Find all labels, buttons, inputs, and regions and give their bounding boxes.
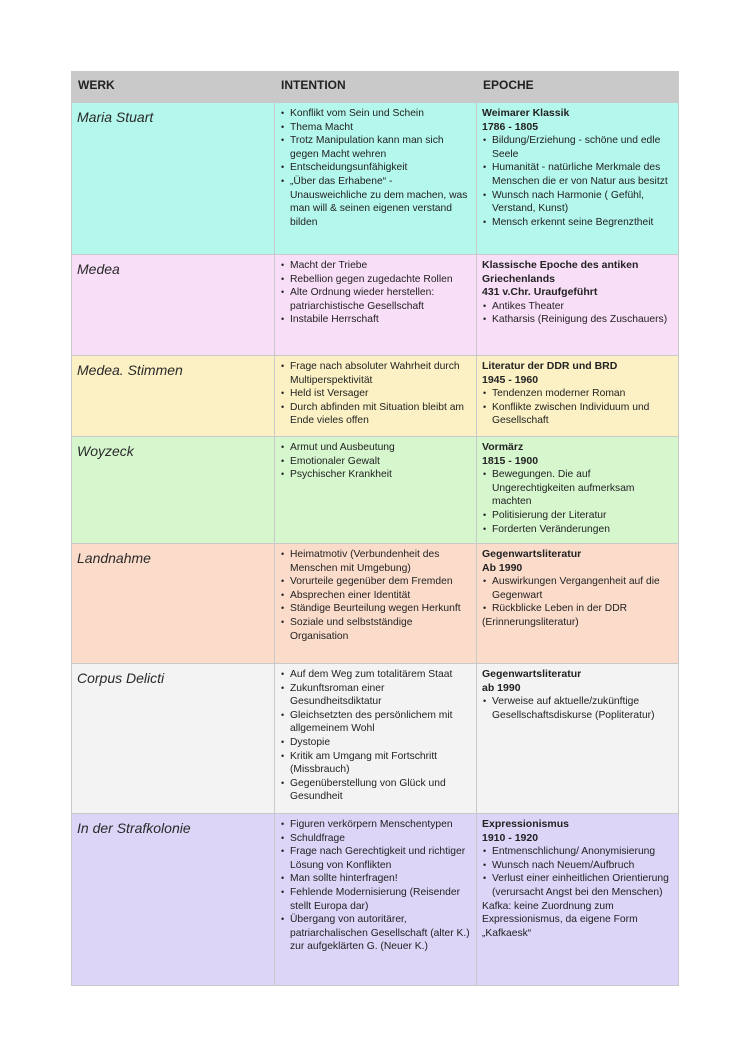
list-item: • Macht der Triebe bbox=[280, 259, 471, 273]
list-item: • Figuren verkörpern Menschentypen bbox=[280, 818, 471, 832]
header-epoche: EPOCHE bbox=[477, 72, 679, 103]
werk-cell: Maria Stuart bbox=[72, 103, 275, 255]
epoche-list bbox=[482, 300, 673, 327]
epoche-cell bbox=[477, 255, 679, 356]
werk-cell: In der Strafkolonie bbox=[72, 814, 275, 986]
list-item: • Wunsch nach Harmonie ( Gefühl, Verstand, Kunst) bbox=[482, 189, 673, 216]
header-intention: INTENTION bbox=[275, 72, 477, 103]
epoche-dates: 1786 - 1805 bbox=[482, 120, 539, 133]
epoche-title: Gegenwartsliteratur bbox=[482, 668, 582, 680]
werk-cell: Woyzeck bbox=[72, 437, 275, 544]
intention-cell bbox=[275, 814, 477, 986]
list-item: • Wunsch nach Neuem/Aufbruch bbox=[482, 859, 673, 873]
table-row bbox=[72, 356, 679, 437]
list-item: • Durch abfinden mit Situation bleibt am Ende vieles offen bbox=[280, 401, 471, 428]
werk-cell: Medea. Stimmen bbox=[72, 356, 275, 437]
intention-cell bbox=[275, 356, 477, 437]
list-item: • Thema Macht bbox=[280, 121, 471, 135]
list-item: • Mensch erkennt seine Begrenztheit bbox=[482, 216, 673, 230]
table-row bbox=[72, 255, 679, 356]
epoche-title: Expressionismus bbox=[482, 818, 569, 830]
table-body bbox=[72, 103, 679, 986]
list-item: • Konflikte zwischen Individuum und Gesellschaft bbox=[482, 401, 673, 428]
list-item: • Konflikt vom Sein und Schein bbox=[280, 107, 471, 121]
list-item: • Alte Ordnung wieder herstellen: patriarchistische Gesellschaft bbox=[280, 286, 471, 313]
list-item: • Auswirkungen Vergangenheit auf die Gegenwart bbox=[482, 575, 673, 602]
intention-cell bbox=[275, 544, 477, 664]
list-item: • Emotionaler Gewalt bbox=[280, 455, 471, 469]
epoche-cell bbox=[477, 103, 679, 255]
intention-list bbox=[280, 818, 471, 954]
epoche-title: Literatur der DDR und BRD bbox=[482, 360, 618, 372]
werk-cell: Medea bbox=[72, 255, 275, 356]
list-item: • Zukunftsroman einer Gesundheitsdiktatur bbox=[280, 682, 471, 709]
epoche-cell bbox=[477, 544, 679, 664]
epoche-list bbox=[482, 845, 673, 899]
list-item: • Entscheidungsunfähigkeit bbox=[280, 161, 471, 175]
list-item: • Verweise auf aktuelle/zukünftige Gesellschaftsdiskurse (Popliteratur) bbox=[482, 695, 673, 722]
werk-cell: Landnahme bbox=[72, 544, 275, 664]
list-item: • Rückblicke Leben in der DDR bbox=[482, 602, 673, 616]
epoche-title: Weimarer Klassik bbox=[482, 107, 570, 119]
list-item: • Instabile Herrschaft bbox=[280, 313, 471, 327]
epoche-dates: 431 v.Chr. Uraufgeführt bbox=[482, 286, 598, 299]
list-item: • Kritik am Umgang mit Fortschritt (Missbrauch) bbox=[280, 750, 471, 777]
list-item: • Antikes Theater bbox=[482, 300, 673, 314]
epoche-title: Vormärz bbox=[482, 441, 524, 453]
epoche-list bbox=[482, 468, 673, 536]
list-item: • Verlust einer einheitlichen Orientierung (verursacht Angst bei den Menschen) bbox=[482, 872, 673, 899]
table-row bbox=[72, 814, 679, 986]
list-item: • Schuldfrage bbox=[280, 832, 471, 846]
intention-list bbox=[280, 259, 471, 327]
list-item: • Forderten Veränderungen bbox=[482, 523, 673, 537]
epoche-cell bbox=[477, 437, 679, 544]
list-item: • Vorurteile gegenüber dem Fremden bbox=[280, 575, 471, 589]
list-item: • Rebellion gegen zugedachte Rollen bbox=[280, 273, 471, 287]
table-row bbox=[72, 437, 679, 544]
epoche-note: Kafka: keine Zuordnung zum Expressionismus, da eigene Form „Kafkaesk“ bbox=[482, 900, 638, 939]
epoche-list bbox=[482, 134, 673, 229]
epoche-note: (Erinnerungsliteratur) bbox=[482, 616, 579, 628]
header-row bbox=[72, 72, 679, 103]
list-item: • Absprechen einer Identität bbox=[280, 589, 471, 603]
list-item: • Held ist Versager bbox=[280, 387, 471, 401]
table-row bbox=[72, 664, 679, 814]
list-item: • Frage nach Gerechtigkeit und richtiger Lösung von Konflikten bbox=[280, 845, 471, 872]
list-item: • Heimatmotiv (Verbundenheit des Menschen mit Umgebung) bbox=[280, 548, 471, 575]
literature-table bbox=[71, 71, 679, 986]
list-item: • Fehlende Modernisierung (Reisender stellt Europa dar) bbox=[280, 886, 471, 913]
intention-cell bbox=[275, 664, 477, 814]
epoche-title: Klassische Epoche des antiken Griechenlands bbox=[482, 259, 639, 285]
table-row bbox=[72, 544, 679, 664]
list-item: • Dystopie bbox=[280, 736, 471, 750]
list-item: • Tendenzen moderner Roman bbox=[482, 387, 673, 401]
intention-cell bbox=[275, 437, 477, 544]
epoche-dates: 1910 - 1920 bbox=[482, 831, 539, 844]
list-item: • Katharsis (Reinigung des Zuschauers) bbox=[482, 313, 673, 327]
list-item: • Auf dem Weg zum totalitärem Staat bbox=[280, 668, 471, 682]
epoche-cell bbox=[477, 814, 679, 986]
epoche-list bbox=[482, 695, 673, 722]
header-werk: WERK bbox=[72, 72, 275, 103]
epoche-cell bbox=[477, 356, 679, 437]
list-item: • Soziale und selbstständige Organisation bbox=[280, 616, 471, 643]
list-item: • „Über das Erhabene“ - Unausweichliche zu dem machen, was man will & seinen eigenen verstand bilden bbox=[280, 175, 471, 229]
epoche-list bbox=[482, 575, 673, 616]
list-item: • Armut und Ausbeutung bbox=[280, 441, 471, 455]
list-item: • Bildung/Erziehung - schöne und edle Seele bbox=[482, 134, 673, 161]
list-item: • Bewegungen. Die auf Ungerechtigkeiten aufmerksam machten bbox=[482, 468, 673, 509]
list-item: • Entmenschlichung/ Anonymisierung bbox=[482, 845, 673, 859]
list-item: • Politisierung der Literatur bbox=[482, 509, 673, 523]
epoche-dates: Ab 1990 bbox=[482, 561, 523, 574]
epoche-dates: 1815 - 1900 bbox=[482, 454, 539, 467]
epoche-cell bbox=[477, 664, 679, 814]
werk-cell: Corpus Delicti bbox=[72, 664, 275, 814]
epoche-title: Gegenwartsliteratur bbox=[482, 548, 582, 560]
epoche-dates: ab 1990 bbox=[482, 681, 521, 694]
list-item: • Frage nach absoluter Wahrheit durch Multiperspektivität bbox=[280, 360, 471, 387]
list-item: • Humanität - natürliche Merkmale des Menschen die er von Natur aus besitzt bbox=[482, 161, 673, 188]
intention-cell bbox=[275, 103, 477, 255]
intention-list bbox=[280, 441, 471, 482]
list-item: • Ständige Beurteilung wegen Herkunft bbox=[280, 602, 471, 616]
intention-list bbox=[280, 548, 471, 643]
epoche-dates: 1945 - 1960 bbox=[482, 373, 539, 386]
list-item: • Trotz Manipulation kann man sich gegen Macht wehren bbox=[280, 134, 471, 161]
intention-list bbox=[280, 360, 471, 428]
list-item: • Gegenüberstellung von Glück und Gesundheit bbox=[280, 777, 471, 804]
list-item: • Übergang von autoritärer, patriarchalischen Gesellschaft (alter K.) zur aufgeklärten G. (Neuer K.) bbox=[280, 913, 471, 954]
intention-cell bbox=[275, 255, 477, 356]
list-item: • Gleichsetzten des persönlichem mit allgemeinem Wohl bbox=[280, 709, 471, 736]
list-item: • Psychischer Krankheit bbox=[280, 468, 471, 482]
intention-list bbox=[280, 668, 471, 804]
epoche-list bbox=[482, 387, 673, 428]
intention-list bbox=[280, 107, 471, 229]
list-item: • Man sollte hinterfragen! bbox=[280, 872, 471, 886]
table-row bbox=[72, 103, 679, 255]
